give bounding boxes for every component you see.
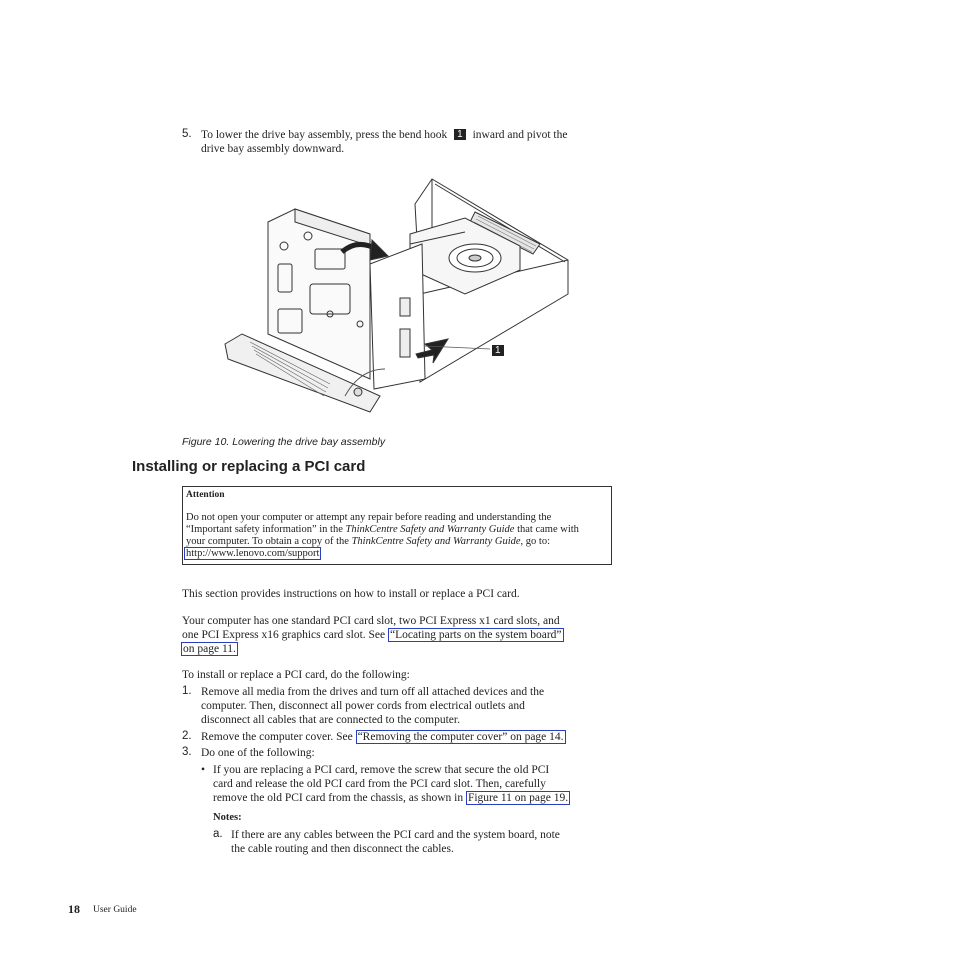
intro-paragraph: This section provides instructions on how to install or replace a PCI card. [182, 588, 520, 600]
step-2-number: 2. [182, 730, 192, 742]
attention-line-2: “Important safety information” in the ThinkCentre Safety and Warranty Guide that came with [186, 524, 579, 535]
page-number: 18 [68, 902, 80, 916]
footer-title: User Guide [93, 905, 137, 915]
figure-caption: Figure 10. Lowering the drive bay assembly [182, 436, 386, 448]
step-5-number: 5. [182, 128, 192, 140]
step-3-text: Do one of the following: [201, 747, 315, 759]
step-1-number: 1. [182, 685, 192, 697]
bullet-line-2: card and release the old PCI card from the PCI card slot. Then, carefully [213, 778, 546, 790]
step-1-line-3: disconnect all cables that are connected to the computer. [201, 714, 460, 726]
step-3-number: 3. [182, 746, 192, 758]
step-1-line-2: computer. Then, disconnect all power cords from electrical outlets and [201, 700, 525, 712]
remove-cover-link[interactable]: “Removing the computer cover” on page 14. [357, 731, 564, 743]
attention-line-3: your computer. To obtain a copy of the ThinkCentre Safety and Warranty Guide, go to: [186, 536, 551, 547]
drive-bay-illustration [220, 174, 580, 424]
procedure-intro: To install or replace a PCI card, do the following: [182, 669, 410, 681]
locating-parts-link[interactable]: “Locating parts on the system board” [390, 629, 562, 641]
step-1-line-1: Remove all media from the drives and turn off all attached devices and the [201, 686, 545, 698]
figure-callout: 1 [492, 345, 504, 357]
bullet-line-1: If you are replacing a PCI card, remove the screw that secure the old PCI [213, 764, 550, 776]
callout-badge: 1 [454, 129, 466, 140]
pci-slots-line-2: one PCI Express x16 graphics card slot. See “Locating parts on the system board” [182, 629, 562, 641]
step-2-text: Remove the computer cover. See “Removing the computer cover” on page 14. [201, 731, 564, 743]
note-a-line-1: If there are any cables between the PCI card and the system board, note [231, 829, 560, 841]
note-a-line-2: the cable routing and then disconnect the cables. [231, 843, 454, 855]
bullet-marker: • [201, 764, 206, 776]
attention-box [182, 486, 612, 565]
notes-label: Notes: [213, 812, 242, 823]
safety-guide-title: ThinkCentre Safety and Warranty Guide [345, 524, 515, 535]
bullet-line-3: remove the old PCI card from the chassis, as shown in Figure 11 on page 19. [213, 792, 569, 804]
step-5-line-1 [201, 128, 567, 142]
step-5-line-2: drive bay assembly downward. [201, 143, 345, 155]
step-5-text-a: To lower the drive bay assembly, press the bend hook [201, 129, 448, 141]
attention-line-1: Do not open your computer or attempt any repair before reading and understanding the [186, 512, 552, 523]
section-heading: Installing or replacing a PCI card [132, 458, 366, 475]
pci-slots-line-1: Your computer has one standard PCI card slot, two PCI Express x1 card slots, and [182, 615, 560, 627]
safety-guide-title-2: ThinkCentre Safety and Warranty Guide [351, 536, 521, 547]
figure-11-link[interactable]: Figure 11 on page 19. [467, 792, 569, 804]
support-url-link[interactable]: http://www.lenovo.com/support [186, 548, 320, 559]
note-a-marker: a. [213, 828, 223, 840]
locating-parts-link-cont[interactable]: on page 11. [183, 643, 236, 655]
attention-title: Attention [186, 490, 225, 500]
step-5-text-b: inward and pivot the [472, 129, 568, 141]
